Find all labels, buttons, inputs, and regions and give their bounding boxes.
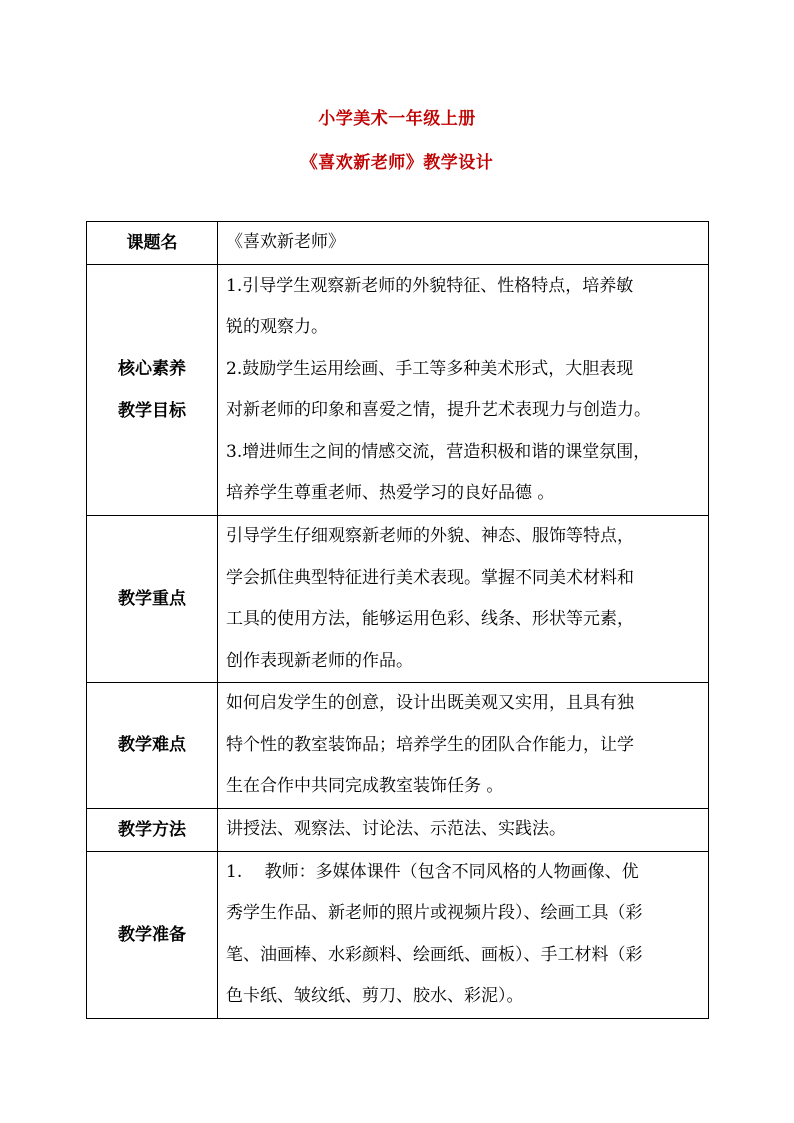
table-row-difficulties: [87, 683, 709, 809]
row-content-preparation: [218, 851, 709, 1018]
document-title-line2: 《喜欢新老师》教学设计: [300, 153, 494, 173]
content-line: 讲授法、观察法、讨论法、示范法、实践法。: [226, 818, 566, 839]
table-row-topic: [87, 222, 709, 265]
content-line: 1. 教师：多媒体课件（包含不同风格的人物画像、优: [226, 861, 639, 882]
content-line: 如何启发学生的创意，设计出既美观又实用，且具有独: [226, 693, 634, 713]
row-content-methods: [218, 808, 709, 851]
row-label-preparation: [87, 851, 218, 1018]
row-label-goals: [87, 265, 218, 516]
content-line: 1.引导学生观察新老师的外貌特征、性格特点，培养敏: [226, 275, 634, 296]
table-row-goals: [87, 265, 709, 516]
content-line: 创作表现新老师的作品。: [226, 650, 413, 671]
row-content-goals: [218, 265, 709, 516]
row-label-difficulties: [87, 683, 218, 809]
row-label-key-points: [87, 516, 218, 683]
content-line: 色卡纸、皱纹纸、剪刀、胶水、彩泥）。: [226, 986, 524, 1006]
content-line: 生在合作中共同完成教室装饰任务 。: [226, 776, 504, 796]
content-line: 特个性的教室装饰品；培养学生的团队合作能力，让学: [226, 734, 634, 755]
label-line: 教学重点: [118, 589, 186, 609]
content-line: 培养学生尊重老师、热爱学习的良好品德 。: [226, 483, 555, 503]
lesson-plan-table: [86, 221, 709, 1019]
table-row-methods: [87, 808, 709, 851]
label-line: 教学难点: [118, 735, 186, 756]
content-line: 秀学生作品、新老师的照片或视频片段）、绘画工具（彩: [226, 903, 643, 923]
content-line: 对新老师的印象和喜爱之情，提升艺术表现力与创造力。: [226, 400, 651, 420]
label-line: 教学准备: [118, 924, 186, 945]
row-label-topic: [87, 222, 218, 265]
label-line: 核心素养: [118, 359, 186, 379]
content-line: 2.鼓励学生运用绘画、手工等多种美术形式，大胆表现: [226, 358, 634, 379]
label-line: 教学方法: [118, 819, 186, 840]
table-row-preparation: [87, 851, 709, 1018]
row-content-key-points: [218, 516, 709, 683]
content-line: 《喜欢新老师》: [226, 232, 345, 253]
content-line: 笔、油画棒、水彩颜料、绘画纸、画板）、手工材料（彩: [226, 944, 643, 965]
content-line: 学会抓住典型特征进行美术表现。掌握不同美术材料和: [226, 567, 634, 588]
content-line: 3.增进师生之间的情感交流，营造积极和谐的课堂氛围，: [226, 441, 651, 462]
label-line: 教学目标: [118, 401, 186, 421]
row-label-methods: [87, 808, 218, 851]
table-row-key-points: [87, 516, 709, 683]
content-line: 锐的观察力。: [226, 317, 328, 337]
row-content-difficulties: [218, 683, 709, 809]
row-content-topic: [218, 222, 709, 265]
document-title-line1: 小学美术一年级上册: [318, 109, 476, 129]
label-line: 课题名: [126, 233, 178, 253]
content-line: 工具的使用方法，能够运用色彩、线条、形状等元素，: [226, 609, 634, 629]
content-line: 引导学生仔细观察新老师的外貌、神态、服饰等特点，: [226, 526, 634, 546]
